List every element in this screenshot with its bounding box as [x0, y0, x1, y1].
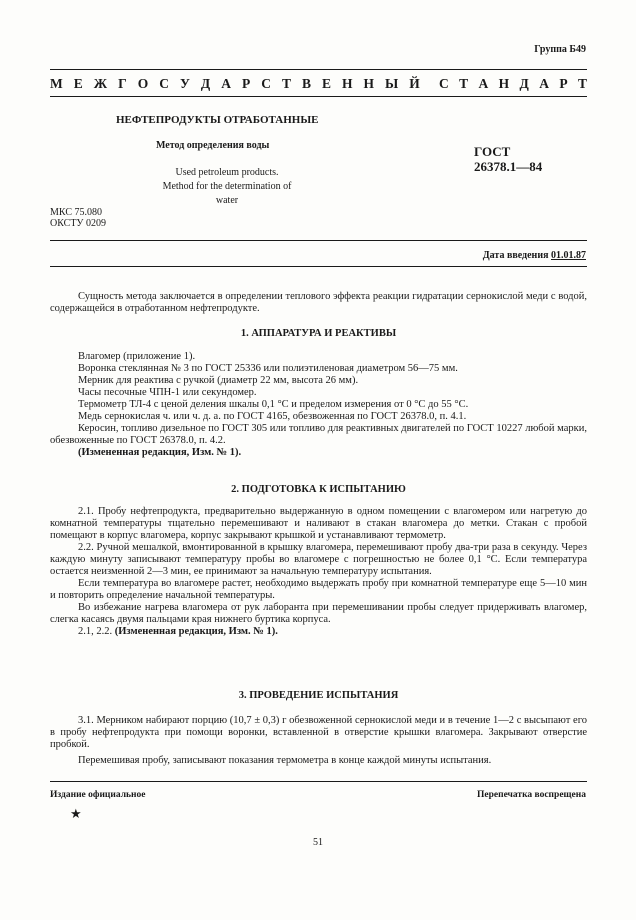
star-icon: ★: [70, 806, 82, 821]
section-1-list: [50, 351, 587, 459]
group-code: Группа Б49: [534, 44, 586, 55]
footer-rule: [50, 781, 587, 782]
revision-text: (Измененная редакция, Изм. № 1).: [114, 626, 278, 637]
english-title: [162, 166, 292, 208]
section-3-heading: 3. ПРОВЕДЕНИЕ ИСПЫТАНИЯ: [238, 690, 399, 701]
section-2-heading: 2. ПОДГОТОВКА К ИСПЫТАНИЮ: [231, 484, 406, 495]
revision-note: (Измененная редакция, Изм. № 1).: [78, 447, 242, 458]
list-item: Воронка стеклянная № 3 по ГОСТ 25336 или полиэтиленовая диаметром 56—75 мм.: [78, 363, 458, 374]
page-number: 51: [313, 837, 323, 848]
banner-rule: [50, 96, 587, 97]
official-edition: Издание официальное: [50, 790, 146, 800]
paragraph-2-1: 2.1. Пробу нефтепродукта, предварительно выдержанную в одном помещении с влагомером или нагретую до комнатной температуры тщательно перемешивают и наливают в стакан влагомера до метки. Стакан с пробой помещают в корпус влагомера, корпус закрывают крышкой и устанавливают термометр.: [50, 506, 587, 541]
reprint-prohibited: Перепечатка воспрещена: [476, 790, 586, 800]
section-1-heading: 1. АППАРАТУРА И РЕАКТИВЫ: [240, 328, 397, 339]
standard-banner: [50, 76, 587, 92]
english-title-line-2: Method for the determination of water: [162, 181, 292, 206]
okstu-code: ОКСТУ 0209: [50, 218, 107, 229]
mks-code: МКС 75.080: [50, 207, 102, 218]
classification-codes: [50, 207, 106, 229]
title-rule: [50, 240, 587, 241]
standard-word-1: М Е Ж Г О С У Д А Р С Т В Е Н Н Ы Й: [50, 76, 420, 91]
revision-prefix: 2.1, 2.2.: [78, 626, 113, 637]
list-item: Керосин, топливо дизельное по ГОСТ 305 или топливо для реактивных двигателей по ГОСТ 10227 любой марки, обезвоженные по ГОСТ 26378.0, п. 4.2.: [50, 423, 587, 446]
list-item: Медь сернокислая ч. или ч. д. а. по ГОСТ 4165, обезвоженная по ГОСТ 26378.0, п. 4.1.: [78, 411, 467, 422]
list-item: Часы песочные ЧПН-1 или секундомер.: [78, 387, 257, 398]
list-item: Термометр ТЛ-4 с ценой деления шкалы 0,1 °С и пределом измерения от 0 °С до 55 °С.: [78, 399, 469, 410]
standard-word-2: С Т А Н Д А Р Т: [439, 76, 587, 91]
date-label: Дата введения: [482, 250, 549, 261]
revision-note-2: [50, 626, 587, 638]
date-value: 01.01.87: [551, 250, 586, 261]
section-3-body: [50, 715, 587, 767]
gost-number: 26378.1—84: [474, 159, 543, 174]
intro-text: Сущность метода заключается в определении теплового эффекта реакции гидратации сернокислой меди с водой, содержащейся в отработанном нефтепродукте.: [50, 291, 587, 314]
date-rule: [50, 266, 587, 267]
intro-paragraph: [50, 291, 587, 315]
gost-label: ГОСТ: [474, 144, 511, 159]
paragraph-3-1-cont: Перемешивая пробу, записывают показания термометра в конце каждой минуты испытания.: [78, 755, 492, 766]
paragraph-2-2-cont: Если температура во влагомере растет, необходимо выдержать пробу при комнатной температуре еще 5—10 мин и повторить определение начальной температуры.: [50, 578, 587, 601]
english-title-line-1: Used petroleum products.: [175, 167, 279, 178]
introduction-date: [483, 250, 586, 261]
paragraph-3-1: 3.1. Мерником набирают порцию (10,7 ± 0,3) г обезвоженной сернокислой меди и в течение 1—2 с высыпают его в пробу нефтепродукта при помощи воронки, вставленной в отверстие крышки влагомера. Закрывают отверстие пробкой.: [50, 715, 587, 750]
paragraph-2-2: 2.2. Ручной мешалкой, вмонтированной в крышку влагомера, перемешивают пробу два-три раза в секунду. Через каждую минуту записывают температуру пробы во влагомере с погрешностью не более 0,1 °С. Если температура остается неизменной 2—3 мин, ее принимают за начальную температуру испытания.: [50, 542, 587, 577]
document-title: НЕФТЕПРОДУКТЫ ОТРАБОТАННЫЕ: [116, 114, 319, 126]
method-subtitle: Метод определения воды: [156, 140, 270, 151]
top-rule: [50, 69, 587, 70]
section-2-body: [50, 506, 587, 638]
gost-designation: [474, 144, 542, 174]
list-item: Влагомер (приложение 1).: [78, 351, 196, 362]
paragraph-2-2-note: Во избежание нагрева влагомера от рук лаборанта при перемешивании пробы следует придерживать влагомер, слегка касаясь двумя пальцами края нижнего буртика корпуса.: [50, 602, 587, 625]
list-item: Мерник для реактива с ручкой (диаметр 22 мм, высота 26 мм).: [78, 375, 359, 386]
